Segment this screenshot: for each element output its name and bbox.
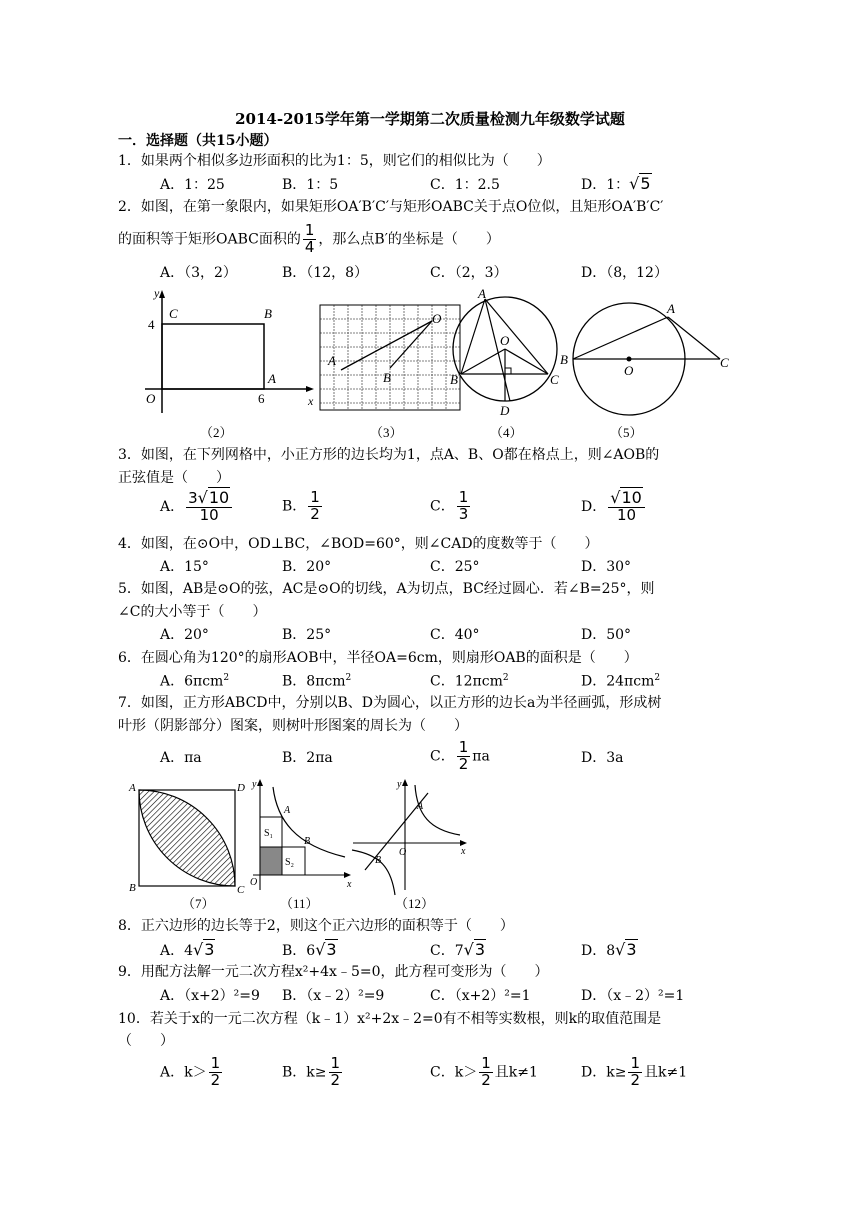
q7-stem-line2: 叶形（阴影部分）图案，则树叶形图案的周长为（ ） [118, 718, 468, 734]
q7-option-a: A．πa [160, 750, 202, 766]
q1-stem: 1．如果两个相似多边形面积的比为1：5，则它们的相似比为（ ） [118, 153, 551, 169]
label-s1: S₁ [264, 828, 274, 839]
q5-option-d: D．50° [581, 627, 632, 643]
caption-7: （7） [182, 896, 215, 911]
q10-option-b: B．k≥ $\frac{1}{2}$ [282, 1054, 341, 1089]
q4-option-a: A．15° [160, 559, 209, 575]
q3-option-c: C． $\frac{1}{3}$ [430, 488, 469, 523]
q9-option-b: B．（x﹣2）²=9 [282, 988, 385, 1004]
q1-option-b: B．1：5 [282, 177, 339, 193]
q9-stem: 9．用配方法解一元二次方程x²+4x﹣5=0，此方程可变形为（ ） [118, 964, 549, 980]
label-c: C [237, 884, 245, 896]
label-d: D [237, 782, 245, 794]
q9-option-a: A．（x+2）²=9 [160, 988, 260, 1004]
caption-3: （3） [370, 425, 403, 440]
label-c: C [169, 306, 178, 321]
fraction: $\frac{1}{4}$ [304, 221, 315, 256]
label-b: B [375, 855, 382, 866]
q2-stem-line1: 2．如图，在第一象限内，如果矩形OA′B′C′与矩形OABC关于点O位似，且矩形OA′B′C′ [118, 199, 664, 215]
label-d: D [500, 403, 510, 418]
caption-2: （2） [200, 425, 233, 440]
figure-row-1 [140, 285, 740, 445]
label-c: C [550, 372, 559, 387]
label-a: A [328, 353, 336, 368]
q3-stem-line1: 3．如图，在下列网格中，小正方形的边长均为1，点A、B、O都在格点上，则∠AOB的 [118, 447, 660, 463]
q2-option-a: A．（3，2） [160, 265, 237, 281]
q7-option-c: C． $\frac{1}{2}$ πa [430, 738, 490, 773]
caption-11: （11） [280, 896, 319, 911]
q3-option-b: B． $\frac{1}{2}$ [282, 488, 320, 523]
tick-4: 4 [148, 317, 155, 332]
figure-5-circle-tangent [560, 301, 729, 440]
q4-option-d: D．30° [581, 559, 632, 575]
y-label: y [252, 779, 257, 790]
q7-option-b: B．2πa [282, 750, 333, 766]
label-b: B [304, 836, 311, 847]
q2-option-c: C．（2，3） [430, 265, 508, 281]
q2-stem-line2: 的面积等于矩形OABC面积的 $\frac{1}{4}$ ，那么点B′的坐标是（ ） [118, 221, 500, 256]
q5-option-b: B．25° [282, 627, 332, 643]
page-title: 2014-2015学年第一学期第二次质量检测九年级数学试题 [235, 110, 625, 128]
label-o: O [432, 311, 442, 326]
figure-4-circle [450, 286, 559, 440]
q9-option-c: C．（x+2）²=1 [430, 988, 531, 1004]
label-b: B [264, 306, 272, 321]
label-a: A [417, 801, 424, 812]
q8-stem: 8．正六边形的边长等于2，则这个正六边形的面积等于（ ） [118, 918, 514, 934]
q10-option-a: A．k＞ $\frac{1}{2}$ [160, 1054, 221, 1089]
q7-option-d: D．3a [581, 750, 624, 766]
caption-12: （12） [395, 896, 435, 911]
x-label: x [308, 394, 314, 408]
y-label: y [154, 286, 160, 300]
q6-stem: 6．在圆心角为120°的扇形AOB中，半径OA=6cm，则扇形OAB的面积是（ ） [118, 650, 638, 666]
q5-stem-line1: 5．如图，AB是⊙O的弦，AC是⊙O的切线，A为切点，BC经过圆心．若∠B=25°，则 [118, 581, 655, 597]
q3-option-d: D． $\frac{√10}{10}$ [581, 490, 647, 524]
figure-7-leaf-square [128, 782, 245, 911]
q4-option-b: B．20° [282, 559, 332, 575]
q2-option-b: B．（12，8） [282, 265, 369, 281]
label-a: A [667, 301, 675, 316]
q2-option-d: D．（8，12） [581, 265, 668, 281]
figure-3-grid [320, 305, 460, 440]
q1-option-c: C．1：2.5 [430, 177, 500, 193]
label-o: O [624, 363, 634, 378]
label-a: A [129, 782, 136, 794]
label-b: B [560, 352, 568, 367]
q6-option-b: B．8πcm$^2$ [282, 673, 352, 690]
label-b: B [450, 372, 458, 387]
caption-4: （4） [490, 425, 523, 440]
label-s2: S₂ [285, 857, 295, 868]
tick-6: 6 [258, 391, 265, 406]
y-label: y [397, 779, 402, 790]
figure-11-hyperbola [250, 779, 352, 911]
caption-5: （5） [610, 425, 643, 440]
x-label: x [461, 846, 466, 857]
label-c: C [720, 355, 729, 370]
section-heading: 一．选择题（共15小题） [118, 133, 278, 149]
label-a: A [284, 805, 291, 816]
label-o: O [146, 391, 156, 406]
q8-option-b: B．6√3 [282, 940, 337, 959]
label-o: O [500, 333, 510, 348]
q10-stem-line1: 10．若关于x的一元二次方程（k﹣1）x²+2x﹣2=0有不相等实数根，则k的取值范围是 [118, 1011, 662, 1027]
label-b: B [129, 882, 136, 894]
q8-option-a: A．4√3 [160, 940, 215, 959]
x-label: x [347, 879, 352, 890]
q3-option-a: A． $\frac{3√10}{10}$ [160, 490, 234, 524]
q10-stem-line2: （ ） [118, 1033, 174, 1049]
q10-option-c: C．k＞ $\frac{1}{2}$ 且k≠1 [430, 1054, 538, 1089]
q7-stem-line1: 7．如图，正方形ABCD中，分别以B、D为圆心，以正方形的边长a为半径画弧，形成树 [118, 695, 662, 711]
label-a: A [478, 286, 486, 301]
q5-stem-line2: ∠C的大小等于（ ） [118, 604, 267, 620]
label-b: B [383, 370, 391, 385]
q4-stem: 4．如图，在⊙O中，OD⊥BC，∠BOD=60°，则∠CAD的度数等于（ ） [118, 536, 599, 552]
figure-row-2 [125, 775, 485, 915]
q8-option-d: D．8√3 [581, 940, 637, 959]
q6-option-c: C．12πcm$^2$ [430, 673, 509, 690]
figure-12-line-hyperbola [352, 779, 467, 911]
label-o: O [250, 877, 258, 888]
q8-option-c: C．7√3 [430, 940, 486, 959]
label-o: O [399, 847, 407, 858]
q1-option-a: A．1：25 [160, 177, 225, 193]
q5-option-c: C．40° [430, 627, 480, 643]
q1-option-d: D．1：√5 [581, 174, 651, 193]
q10-option-d: D．k≥ $\frac{1}{2}$ 且k≠1 [581, 1054, 688, 1089]
q3-stem-line2: 正弦值是（ ） [118, 470, 230, 486]
q6-option-d: D．24πcm$^2$ [581, 673, 661, 690]
label-a: A [268, 371, 276, 386]
radicand: 5 [640, 174, 651, 193]
q4-option-c: C．25° [430, 559, 480, 575]
figure-2-coordinate-rectangle [145, 286, 314, 440]
q9-option-d: D．（x﹣2）²=1 [581, 988, 685, 1004]
q5-option-a: A．20° [160, 627, 209, 643]
q6-option-a: A．6πcm$^2$ [160, 673, 230, 690]
